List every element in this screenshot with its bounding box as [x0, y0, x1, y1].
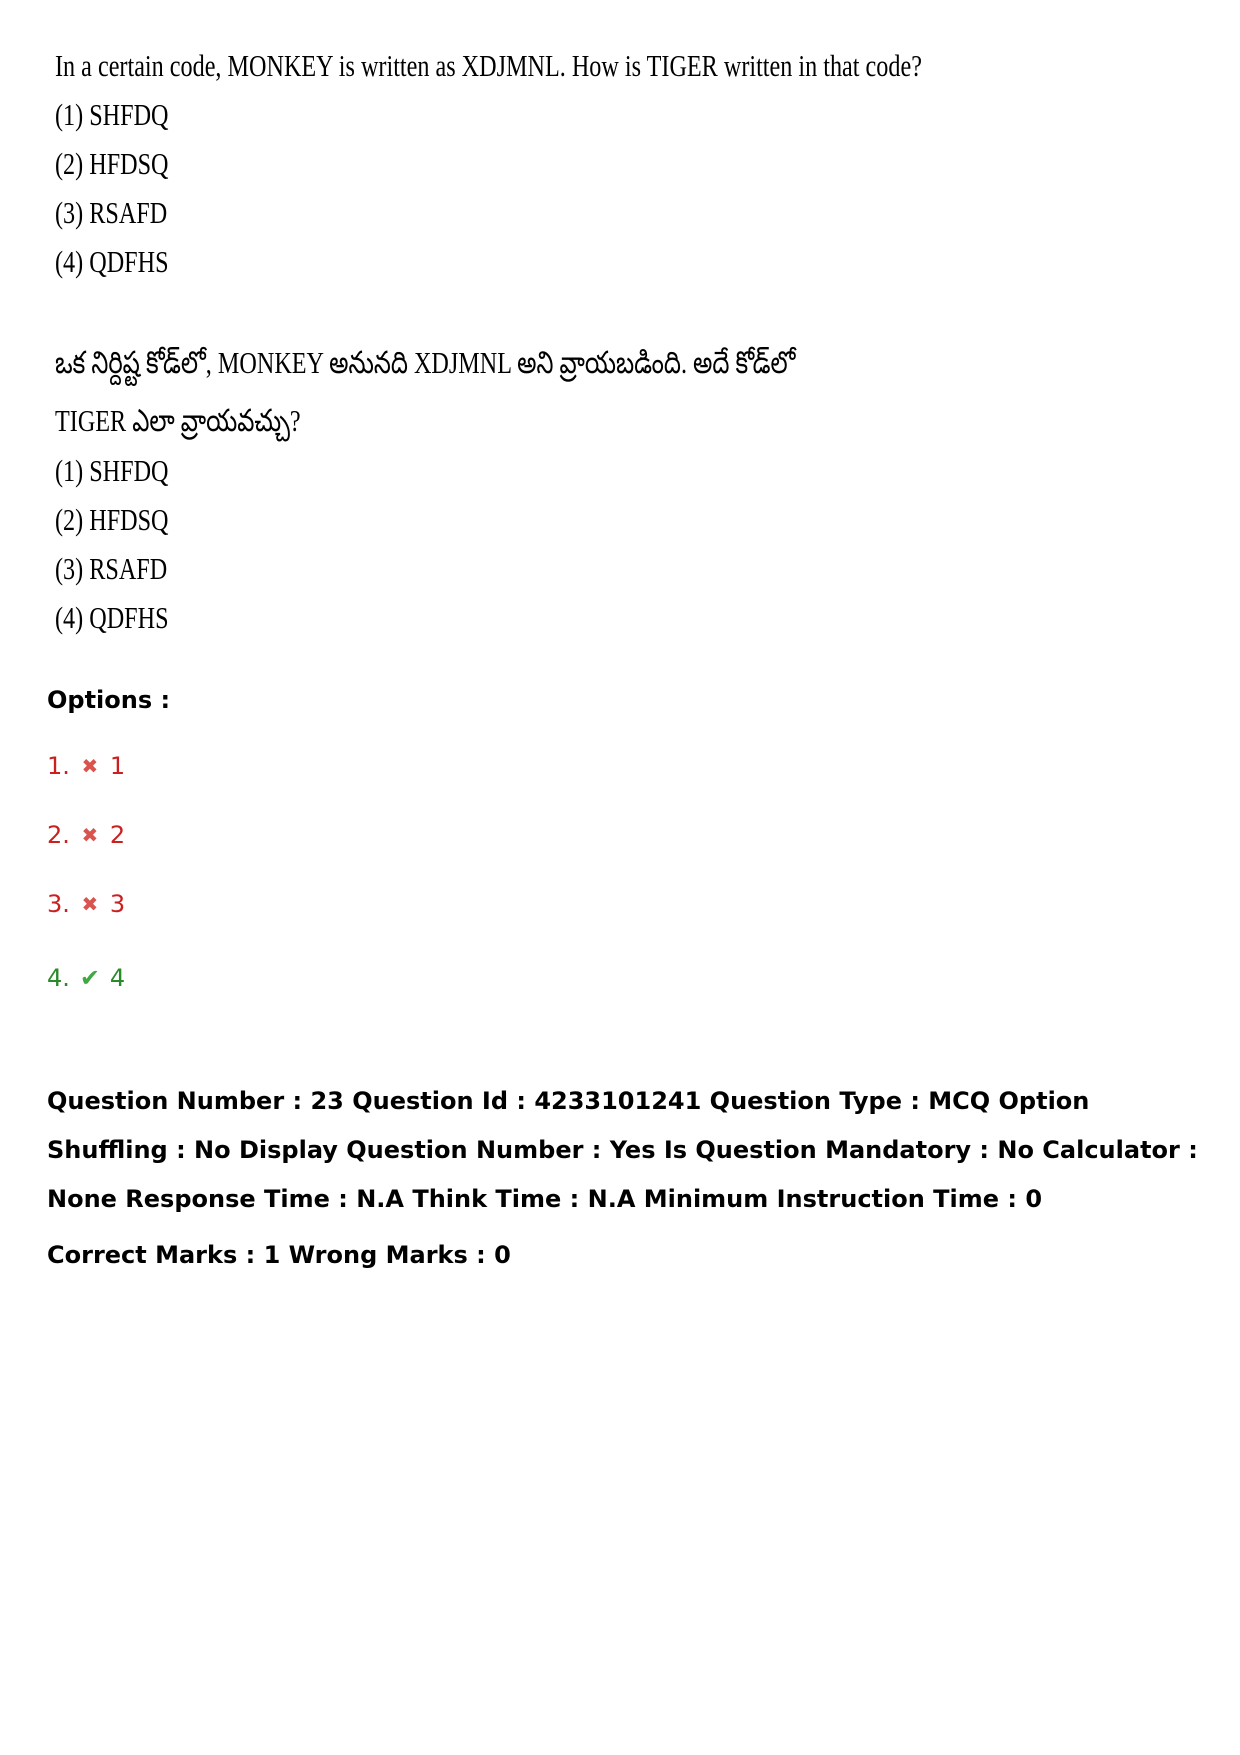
option-number: 3.: [47, 890, 70, 918]
question-metadata: Question Number : 23 Question Id : 4233101241 Question Type : MCQ Option Shuffling : No Display Question Number : Yes Is Question Mandatory : No Calculator : None Response Time : N.A Think Time : N.A Minimum Instruction Time : 0: [47, 1087, 1198, 1213]
option-value: 4: [109, 964, 126, 992]
question-choice-telugu-1: (1) SHFDQ: [55, 453, 169, 488]
option-3: [47, 890, 125, 918]
question-choice-telugu-4: (4) QDFHS: [55, 600, 169, 635]
marks-info: Correct Marks : 1 Wrong Marks : 0: [47, 1241, 511, 1269]
option-value: 1: [109, 752, 126, 780]
options-heading: Options :: [47, 686, 171, 714]
option-2: [47, 821, 125, 849]
question-choice-telugu-2: (2) HFDSQ: [55, 502, 169, 537]
question-choice-english-4: (4) QDFHS: [55, 244, 169, 279]
question-stem-telugu-line2: TIGER ఎలా వ్రాయవచ్చు?: [55, 403, 301, 438]
question-english: [55, 50, 922, 295]
option-number: 1.: [47, 752, 70, 780]
question-telugu: [55, 347, 795, 651]
question-choice-telugu-3: (3) RSAFD: [55, 551, 168, 586]
question-stem-english: In a certain code, MONKEY is written as XDJMNL. How is TIGER written in that code?: [55, 48, 922, 83]
cross-icon: ✖: [81, 892, 99, 916]
question-choice-english-1: (1) SHFDQ: [55, 97, 169, 132]
question-stem-telugu-line1: ఒక నిర్దిష్ట కోడ్‌లో, MONKEY అనునది XDJMNL అని వ్రాయబడింది. అదే కోడ్‌లో: [55, 345, 796, 380]
cross-icon: ✖: [81, 754, 99, 778]
question-choice-english-2: (2) HFDSQ: [55, 146, 169, 181]
check-icon: ✔: [79, 964, 100, 992]
option-number: 2.: [47, 821, 70, 849]
option-value: 3: [109, 890, 126, 918]
option-4: [47, 964, 125, 992]
option-value: 2: [109, 821, 126, 849]
question-choice-english-3: (3) RSAFD: [55, 195, 168, 230]
cross-icon: ✖: [81, 823, 99, 847]
option-number: 4.: [47, 964, 70, 992]
option-1: [47, 752, 125, 780]
